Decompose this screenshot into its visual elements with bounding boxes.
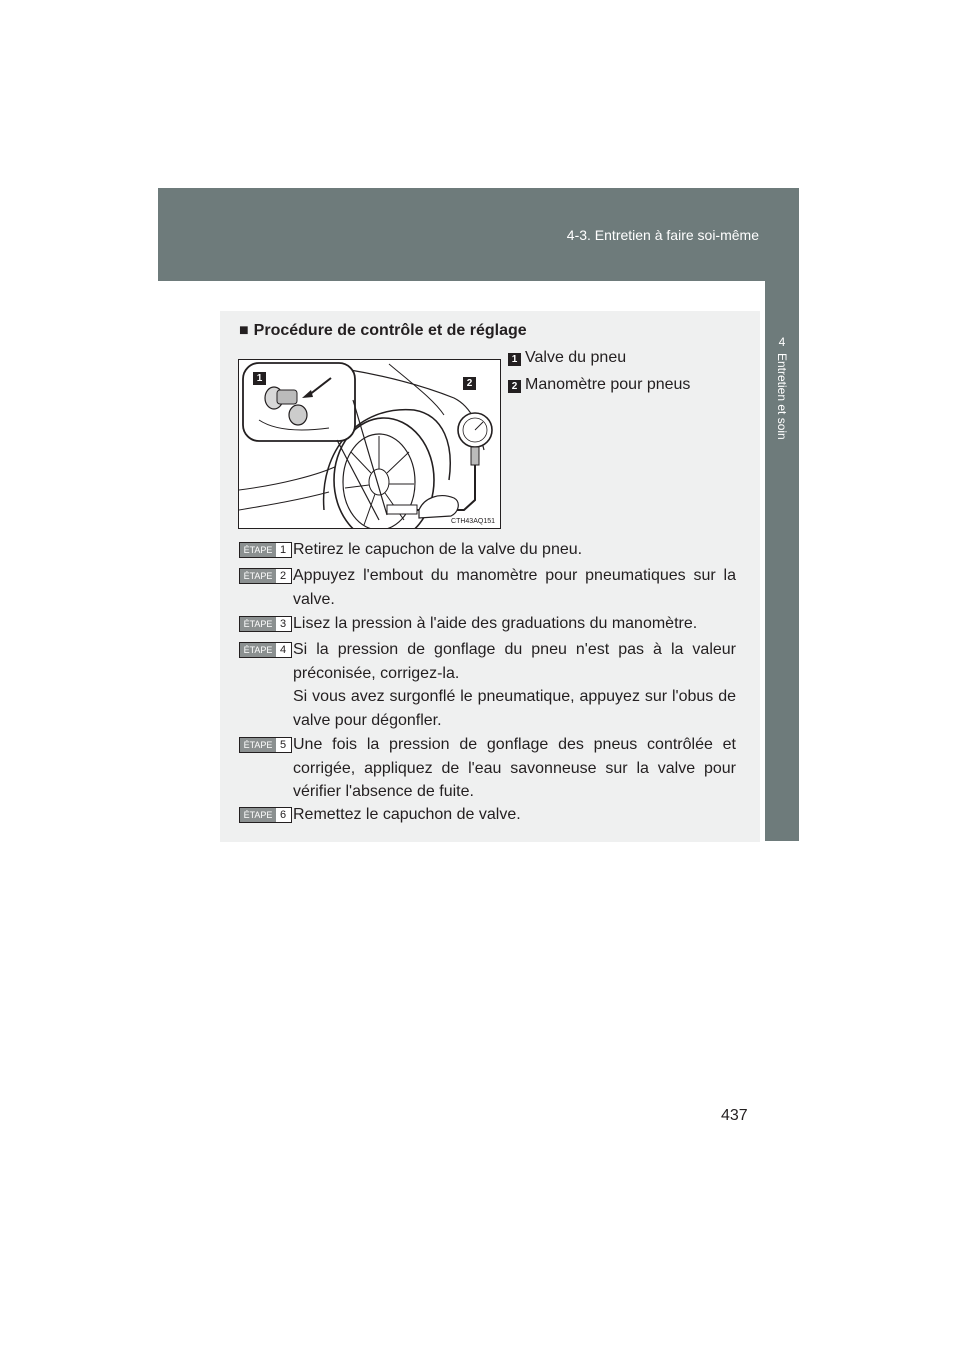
section-heading: 4-3. Entretien à faire soi-même	[566, 227, 759, 243]
legend-item	[508, 376, 690, 394]
step-text	[293, 638, 736, 732]
step-label: ÉTAPE	[240, 543, 276, 557]
step-badge	[239, 568, 292, 584]
step-number: 2	[279, 570, 287, 582]
callout-2-badge: 2	[463, 377, 476, 390]
legend-number: 1	[508, 353, 521, 366]
step-label: ÉTAPE	[240, 569, 276, 583]
step-text: Appuyez l'embout du manomètre pour pneumatiques sur la valve.	[293, 567, 736, 608]
header-band	[158, 188, 799, 281]
chapter-label: Entretien et soin	[775, 353, 789, 440]
title-marker-icon: ■	[239, 322, 249, 339]
step-text: Une fois la pression de gonflage des pneus contrôlée et corrigée, appliquez de l'eau savonneuse sur la valve pour vérifier l'absence de fuite.	[293, 736, 736, 800]
step-label: ÉTAPE	[240, 738, 276, 752]
page-number: 437	[721, 1107, 748, 1124]
step-number: 4	[279, 644, 287, 656]
step-label: ÉTAPE	[240, 643, 276, 657]
step-badge	[239, 542, 292, 558]
step-number: 1	[279, 544, 287, 556]
illustration-drawing	[239, 360, 500, 528]
legend-number: 2	[508, 380, 521, 393]
legend-item	[508, 349, 626, 367]
tire-gauge-illustration	[238, 359, 501, 529]
illustration-code: CTH43AQ151	[451, 518, 495, 525]
step-label: ÉTAPE	[240, 808, 276, 822]
legend-text: Manomètre pour pneus	[525, 376, 691, 393]
chapter-number: 4	[778, 335, 786, 349]
step-label: ÉTAPE	[240, 617, 276, 631]
step-badge	[239, 616, 292, 632]
step-text: Remettez le capuchon de valve.	[293, 806, 521, 823]
step-badge	[239, 807, 292, 823]
procedure-box	[220, 311, 760, 842]
step-number: 5	[279, 739, 287, 751]
step-number: 3	[279, 618, 287, 630]
step-text: Retirez le capuchon de la valve du pneu.	[293, 541, 583, 558]
step-number: 6	[279, 809, 287, 821]
callout-1-badge: 1	[253, 372, 266, 385]
step-text: Lisez la pression à l'aide des graduations du manomètre.	[293, 615, 698, 632]
step-badge	[239, 737, 292, 753]
chapter-tab	[765, 281, 799, 841]
step-badge	[239, 642, 292, 658]
legend-text: Valve du pneu	[525, 349, 627, 366]
step-text-line: Si vous avez surgonflé le pneumatique, appuyez sur l'obus de valve pour dégonfler.	[293, 688, 736, 729]
title-text: Procédure de contrôle et de réglage	[253, 322, 527, 339]
section-title	[239, 322, 527, 340]
step-text-line: Si la pression de gonflage du pneu n'est pas à la valeur préconisée, corrigez-la.	[293, 641, 736, 682]
